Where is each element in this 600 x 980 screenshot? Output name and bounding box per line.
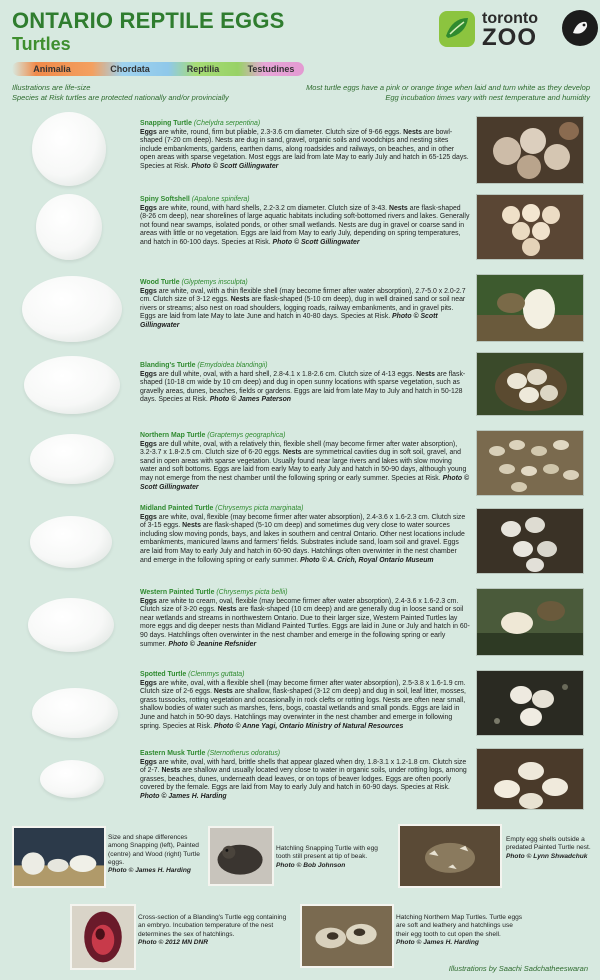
notes-left	[12, 83, 302, 103]
species-latin: (Apalone spinifera)	[191, 196, 250, 203]
photo-credit: Photo © Scott Gillingwater	[140, 313, 438, 329]
illustrations-credit: Illustrations by Saachi Sadchatheeswaran	[448, 964, 588, 973]
caption-text: Empty egg shells outside a predated Painted Turtle nest.	[506, 836, 591, 852]
photo-credit: Photo © Anne Yagi, Ontario Ministry of Natural Resources	[213, 722, 404, 730]
eggs-label: Eggs	[140, 440, 157, 448]
hatching-caption	[396, 914, 526, 947]
taxonomy-order: Testudines	[238, 62, 304, 76]
species-latin: (Graptemys geographica)	[207, 432, 286, 439]
logo-word-zoo: ZOO	[482, 24, 537, 51]
hatchling-photo	[208, 826, 274, 886]
nests-text: are shallow and usually located very close to water in organic soils, under rotting logs, among grasses, beaches, dunes, underneath dead leaves, or on tops of beaver lodges. Eggs are often poorly covered by the female. Eggs are laid from May to early July and hatch in 60-90 days. Species at Risk.	[140, 767, 467, 792]
eggs-label: Eggs	[140, 370, 157, 378]
eggs-text: are white, oval, flexible (may become firmer after water absorption), 2.4-3.6 x 1.6-2.3 cm. Clutch size of 3-15 eggs.	[140, 513, 466, 530]
predated-nest-photo	[398, 824, 502, 888]
species-description	[140, 589, 470, 649]
nest-photo	[476, 194, 584, 260]
eggs-text: are dull white, oval, with a hard shell, 2.8-4.1 x 1.8-2.6 cm. Clutch size of 4-13 eggs.	[156, 370, 417, 378]
caption-text: Cross-section of a Blanding's Turtle egg containing an embryo. Incubation temperature of the nest determines the sex of hatchlings.	[138, 914, 287, 938]
species-description	[140, 505, 470, 565]
photo-credit: Photo © James H. Harding	[396, 938, 479, 946]
nests-label: Nests	[230, 296, 250, 304]
species-name: Northern Map Turtle	[140, 432, 206, 439]
species-name: Midland Painted Turtle	[140, 505, 214, 512]
species-latin: (Chrysemys picta bellii)	[216, 589, 288, 596]
species-description	[140, 671, 470, 731]
taxonomy-class: Reptilia	[168, 62, 238, 76]
nests-text: are flask-shaped (10-18 cm wide by 10 cm deep) and dug in open sunny locations with sparse vegetation, such as gravelly areas, dunes, beaches, fields or gardens. Eggs are laid from late May to July and hatch in 50-128 days. Species at Risk.	[140, 370, 466, 404]
predated-nest-caption	[506, 836, 592, 861]
species-description	[140, 279, 470, 331]
egg-illustration	[30, 434, 114, 484]
photo-credit: Photo © Lynn Shwadchuk	[506, 852, 588, 860]
nest-photo	[476, 430, 584, 496]
nests-text: are symmetrical cavities dug in soft soil, gravel, and sand in open areas with sparse vegetation. Usually found near large rivers and lakes with slow moving water and soft bottoms. Eggs are laid from early May to early July and hatch in 50-90 days, although young may not emerge from the nest chamber until the following spring or early summer. Species at Risk.	[140, 449, 467, 482]
nest-photo	[476, 670, 584, 736]
cross-section-photo	[70, 904, 136, 970]
species-latin: (Chrysemys picta marginata)	[215, 505, 304, 512]
nest-photo	[476, 508, 584, 574]
nests-text: are flask-shaped (8-26 cm deep), near shorelines of large aquatic habitats including soft-bottomed rivers and lakes. Generally not found near swamps, isolated ponds, or other small wetlands. Nests are dug in gravel or coarse sand in areas with little or no vegetation. Eggs are laid from May to early July, depending on spring temperatures, and hatch in 60-100 days. Species at Risk.	[140, 204, 470, 246]
egg-comparison-photo	[12, 826, 106, 888]
note-life-size: Illustrations are life-size	[12, 83, 91, 92]
notes-right	[290, 83, 590, 103]
photo-credit: Photo © James Paterson	[209, 396, 291, 404]
nests-label: Nests	[403, 128, 422, 136]
nest-photo	[476, 588, 584, 656]
caption-text: Size and shape differences among Snapping (left), Painted (centre) and Wood (right) Turtle eggs.	[108, 834, 200, 866]
species-description	[140, 750, 470, 802]
species-name: Blanding's Turtle	[140, 362, 196, 369]
nest-photo	[476, 352, 584, 416]
photo-credit: Photo © Scott Gillingwater	[140, 474, 470, 491]
note-egg-tinge: Most turtle eggs have a pink or orange tinge when laid and turn white as they develop	[306, 83, 590, 92]
zoo-leaf-icon	[438, 10, 476, 48]
nests-text: are bowl-shaped (7-20 cm deep). Nests are dug in sand, gravel, organic soils and woodchips and nesting sites include embankments, gardens, earthen dams, along roadsides and railways, on beaches, and in other open areas with sparse vegetation. Most eggs are laid from late May to early July and hatch in 65-125 days. Species at Risk.	[140, 128, 469, 170]
egg-illustration	[24, 356, 120, 414]
cross-section-caption	[138, 914, 288, 947]
egg-illustration	[32, 688, 118, 738]
taxonomy-phylum: Chordata	[92, 62, 168, 76]
nests-label: Nests	[182, 522, 201, 530]
hatching-photo	[300, 904, 394, 968]
species-name: Western Painted Turtle	[140, 589, 215, 596]
egg-comparison-caption	[108, 834, 204, 875]
species-description	[140, 362, 470, 405]
photo-credit: Photo © Jeanine Refsnider	[168, 640, 257, 648]
photo-credit: Photo © Bob Johnson	[276, 861, 346, 869]
nests-text: are shallow, flask-shaped (3-12 cm deep) and dug in soil, leaf litter, mosses, grass tussocks, rotting vegetation and occasionally in rock clefts or rotting logs. Nests are often near small, shallow bodies of water such as marshes, fens, bogs, coastal wetlands and small ponds. Eggs are laid in June and hatch in 50-90 days. Hatchlings may overwinter in the nest chamber and emerge in following spring. Species at Risk.	[140, 688, 466, 730]
eggs-label: Eggs	[140, 758, 157, 766]
eggs-label: Eggs	[140, 513, 157, 521]
nests-label: Nests	[416, 370, 435, 378]
egg-illustration	[36, 194, 102, 260]
species-name: Spotted Turtle	[140, 671, 187, 678]
photo-credit: Photo © 2012 MN DNR	[138, 938, 209, 946]
nests-label: Nests	[213, 688, 233, 696]
egg-illustration	[22, 276, 122, 342]
nests-label: Nests	[161, 767, 181, 775]
egg-illustration	[32, 112, 106, 186]
species-name: Spiny Softshell	[140, 196, 190, 203]
poster-subtitle: Turtles	[12, 34, 71, 54]
eggs-label: Eggs	[140, 128, 157, 136]
caption-text: Hatching Northern Map Turtles. Turtle eggs are soft and leathery and hatchlings use their egg tooth to cut open the shell.	[396, 914, 523, 938]
nests-label: Nests	[388, 204, 408, 212]
species-latin: (Emydoidea blandingii)	[197, 362, 268, 369]
egg-illustration	[28, 598, 114, 652]
logo-word-toronto: toronto	[482, 10, 538, 27]
species-latin: (Chelydra serpentina)	[193, 120, 261, 127]
nests-text: are flask-shaped (5-10 cm deep), dug in well drained sand or soil near rivers or streams; also nest on road shoulders, logging roads, railway embankments, and in gravel pits. Eggs are laid from late May to late June and hatch in 40-80 days. Species at Risk.	[140, 296, 466, 321]
nest-photo	[476, 116, 584, 184]
taxonomy-kingdom: Animalia	[12, 62, 92, 76]
eggs-label: Eggs	[140, 679, 157, 687]
species-description	[140, 432, 470, 492]
note-species-at-risk: Species at Risk turtles are protected nationally and/or provincially	[12, 93, 229, 102]
eggs-text: are white, oval, with hard, brittle shells that appear glazed when dry, 1.8-3.1 x 1.2-1.8 cm. Clutch size of 2-7.	[140, 758, 467, 775]
photo-credit: Photo © James H. Harding	[108, 867, 191, 875]
species-name: Wood Turtle	[140, 279, 180, 286]
nest-photo	[476, 274, 584, 342]
eggs-label: Eggs	[140, 287, 157, 295]
photo-credit: Photo © Scott Gillingwater	[272, 238, 360, 246]
nests-label: Nests	[282, 449, 302, 457]
caption-text: Hatchling Snapping Turtle with egg tooth still present at tip of beak.	[276, 845, 378, 861]
species-latin: (Glyptemys insculpta)	[181, 279, 248, 286]
nest-photo	[476, 748, 584, 810]
eggs-text: are white, round, firm but pliable, 2.3-3.6 cm diameter. Clutch size of 9-66 eggs.	[156, 128, 404, 136]
eggs-text: are white, oval, with a flexible shell (may become firmer after water absorption), 2.5-3.8 x 1.6-1.9 cm. Clutch size of 2-6 eggs.	[140, 679, 466, 696]
note-incubation: Egg incubation times vary with nest temperature and humidity	[385, 93, 590, 102]
eggs-text: are white, round, with hard shells, 2.2-3.2 cm diameter. Clutch size of 3-43.	[156, 204, 389, 212]
species-description	[140, 196, 470, 248]
species-latin: (Sternotherus odoratus)	[207, 750, 281, 757]
toronto-zoo-logo	[438, 8, 598, 50]
eggs-text: are dull white, oval, with a relatively thin, flexible shell (may become firmer after water absorption), 3.2-3.7 x 1.8-2.5 cm. Clutch size of 6-20 eggs.	[140, 440, 458, 457]
species-name: Snapping Turtle	[140, 120, 192, 127]
eggs-label: Eggs	[140, 597, 157, 605]
nests-text: are flask-shaped (5-10 cm deep) and sometimes dug very close to water sources including slow moving ponds, bays, and lakes in southern and central Ontario. Other nest locations include embankments, manicured lawns and farmers' fields. Substrates include sand, loam soil and gravel. Eggs are laid from May to early July and hatch in 60-90 days. Hatchlings often overwinter in the nest chamber and emerge in the following spring or early summer.	[140, 522, 465, 564]
nests-label: Nests	[217, 606, 237, 614]
nests-text: are flask-shaped (10 cm deep) and are generally dug in loose sand or soil near wetlands and streams in northwestern Ontario. Due to their larger size, Western Painted Turtles lay more eggs and dig deeper nests than Midland Painted Turtles. Eggs are laid in June or July and hatch in 60-90 days. Hatchlings often overwinter in the nest chamber and emerge in the following spring or early summer.	[140, 606, 470, 648]
partner-badge-icon	[562, 10, 598, 46]
eggs-label: Eggs	[140, 204, 157, 212]
egg-illustration	[30, 516, 112, 568]
poster-title: ONTARIO REPTILE EGGS	[12, 8, 285, 33]
taxonomy-bar	[12, 62, 304, 76]
photo-credit: Photo © A. Crich, Royal Ontario Museum	[300, 556, 434, 564]
eggs-text: are white, oval, with a thin flexible shell (may become firmer after water absorption), 2.7-5.0 x 2.0-2.7 cm. Clutch size of 3-12 eggs.	[140, 287, 466, 304]
hatchling-caption	[276, 845, 386, 870]
species-description	[140, 120, 470, 172]
egg-illustration	[40, 760, 104, 798]
species-latin: (Clemmys guttata)	[188, 671, 245, 678]
eggs-text: are white to cream, oval, flexible (may become firmer after water absorption), 2.4-3.6 x 1.6-2.3 cm. Clutch size of 3-20 eggs.	[140, 597, 459, 614]
photo-credit: Photo © James H. Harding	[140, 792, 227, 800]
species-name: Eastern Musk Turtle	[140, 750, 206, 757]
photo-credit: Photo © Scott Gillingwater	[191, 162, 279, 170]
